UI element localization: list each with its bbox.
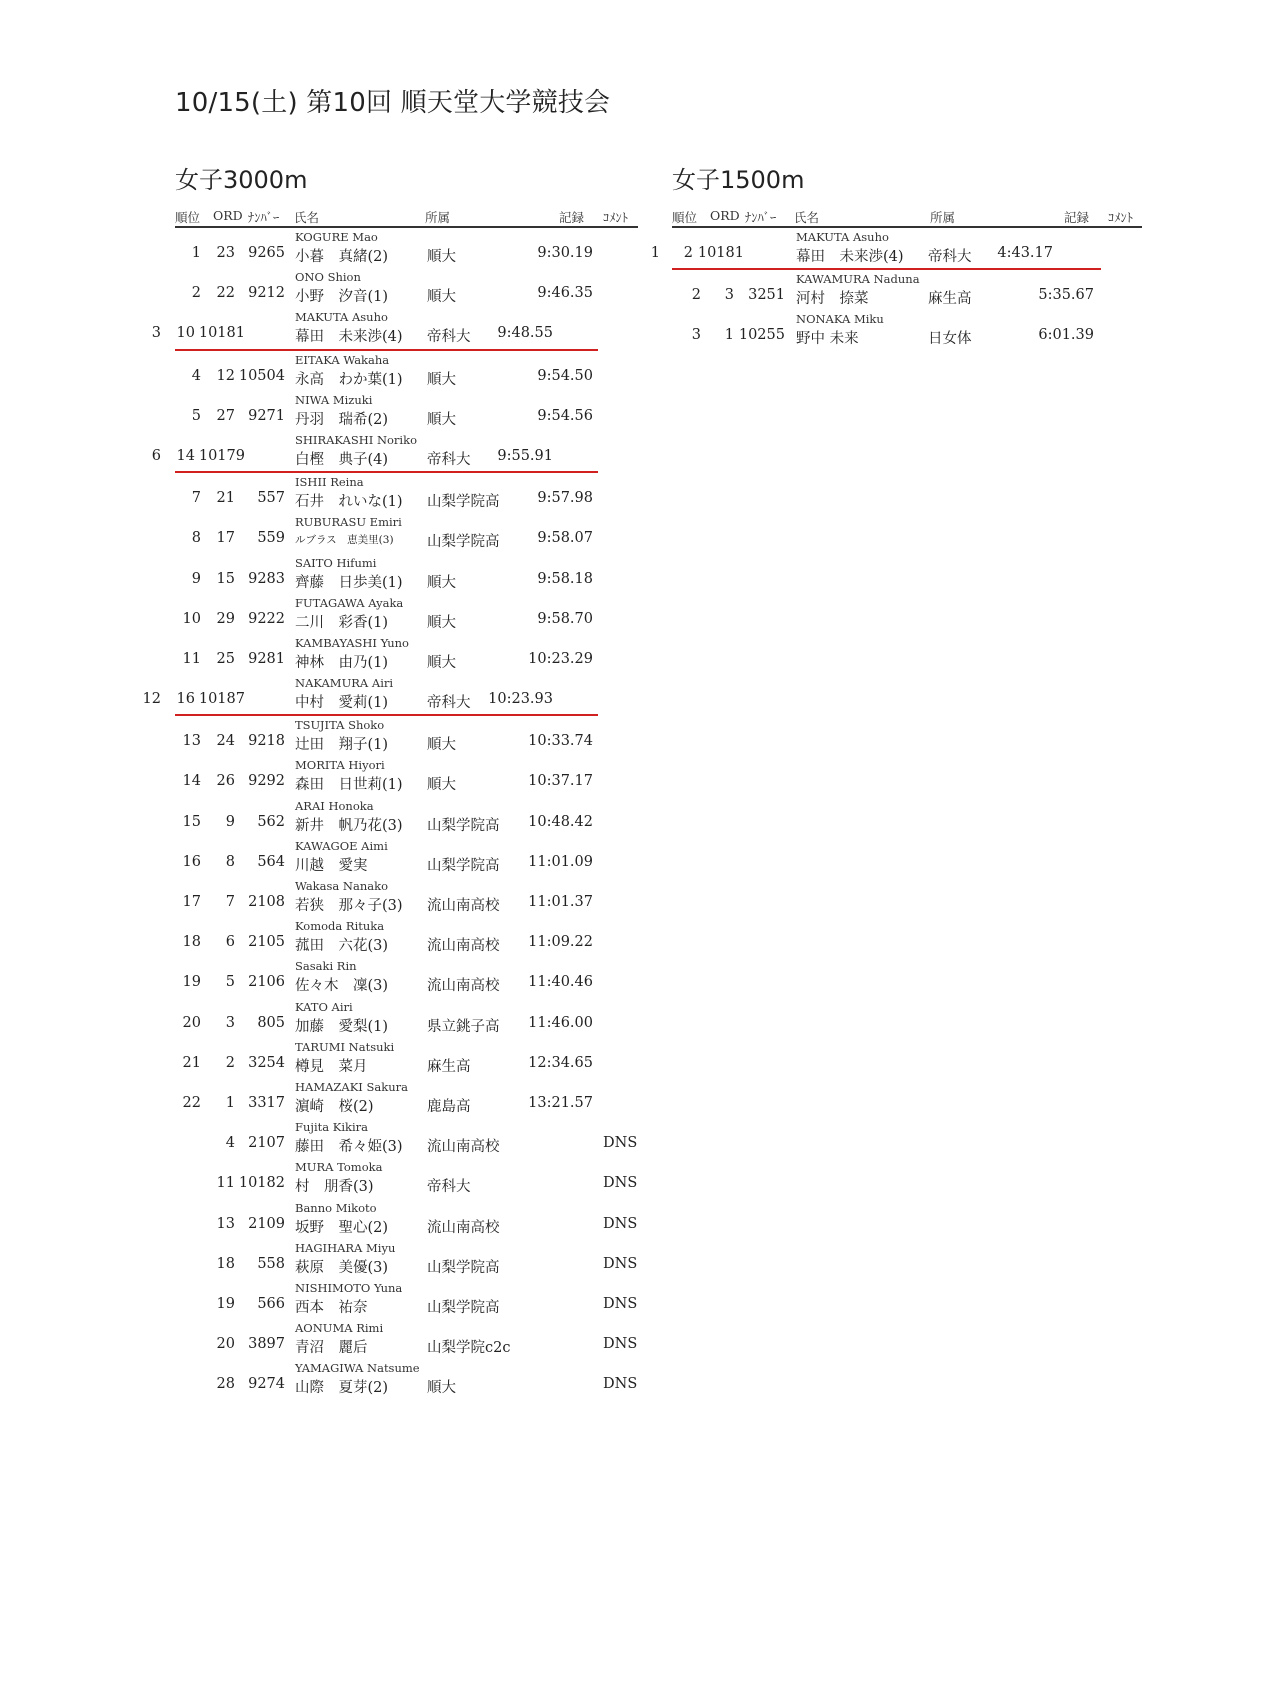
ord-cell: 14 bbox=[176, 447, 195, 464]
bib-number-cell: 566 bbox=[257, 1295, 285, 1312]
header-team: 所属 bbox=[425, 210, 451, 225]
bib-number-cell: 2109 bbox=[248, 1215, 285, 1232]
athlete-name: 藤田 希々姫(3) bbox=[295, 1139, 403, 1156]
rank-cell: 22 bbox=[182, 1094, 201, 1111]
header-name: 氏名 bbox=[794, 210, 820, 225]
record-cell: 9:54.56 bbox=[537, 407, 593, 424]
record-cell: 11:40.46 bbox=[528, 974, 593, 991]
header-record: 記録 bbox=[559, 210, 585, 225]
header-rank: 順位 bbox=[672, 210, 698, 225]
record-cell: 9:30.19 bbox=[537, 245, 593, 261]
record-cell: 9:48.55 bbox=[497, 325, 553, 342]
header-name: 氏名 bbox=[294, 210, 320, 225]
table-row bbox=[142, 674, 598, 716]
table-row bbox=[175, 1118, 638, 1158]
ord-cell: 5 bbox=[225, 974, 235, 991]
bib-number-cell: 9283 bbox=[248, 570, 285, 587]
record-cell: 13:21.57 bbox=[528, 1094, 593, 1111]
ord-cell: 24 bbox=[216, 733, 235, 750]
athlete-romaji: NIWA Mizuki bbox=[295, 392, 373, 407]
ord-cell: 11 bbox=[216, 1175, 235, 1192]
bib-number-cell: 3254 bbox=[248, 1054, 285, 1071]
table-row bbox=[175, 877, 638, 917]
rank-cell: 1 bbox=[650, 245, 660, 261]
athlete-romaji: ISHII Reina bbox=[295, 475, 364, 490]
athlete-romaji: Fujita Kikira bbox=[295, 1120, 369, 1135]
athlete-romaji: ARAI Honoka bbox=[295, 798, 374, 813]
ord-cell: 27 bbox=[216, 407, 235, 424]
record-cell: 9:58.70 bbox=[537, 610, 593, 627]
results-table-1500m bbox=[650, 208, 1142, 351]
athlete-name: 辻田 翔子(1) bbox=[295, 737, 389, 754]
team-cell: 順大 bbox=[427, 777, 456, 794]
team-cell: 麻生高 bbox=[427, 1058, 471, 1075]
ord-cell: 19 bbox=[216, 1295, 235, 1312]
table-row bbox=[175, 391, 638, 431]
athlete-name: 石井 れいな(1) bbox=[295, 494, 403, 511]
athlete-name: 萩原 美優(3) bbox=[295, 1259, 389, 1276]
table-row bbox=[175, 1199, 638, 1239]
table-row bbox=[151, 308, 598, 350]
team-cell: 帝科大 bbox=[427, 1179, 471, 1196]
athlete-romaji: TSUJITA Shoko bbox=[295, 718, 385, 733]
team-cell: 順大 bbox=[427, 737, 456, 754]
bib-number-cell: 10182 bbox=[238, 1175, 285, 1192]
bib-number-cell: 9212 bbox=[248, 285, 285, 302]
table-row bbox=[175, 228, 638, 268]
team-cell: 山梨学院高 bbox=[427, 857, 500, 874]
athlete-name: 永高 わか葉(1) bbox=[295, 371, 403, 388]
athlete-romaji: KAWAMURA Naduna bbox=[796, 272, 920, 287]
athlete-romaji: EITAKA Wakaha bbox=[295, 352, 390, 367]
header-comment: ｺﾒﾝﾄ bbox=[603, 210, 629, 225]
table-row bbox=[175, 1279, 638, 1319]
table-row bbox=[175, 917, 638, 957]
record-cell: 6:01.39 bbox=[1038, 327, 1094, 344]
comment-cell: DNS bbox=[603, 1135, 638, 1152]
rank-cell: 3 bbox=[691, 327, 701, 344]
bib-number-cell: 9218 bbox=[248, 733, 285, 750]
record-cell: 11:09.22 bbox=[528, 934, 593, 951]
ord-cell: 7 bbox=[225, 894, 235, 910]
athlete-name: 中村 愛莉(1) bbox=[295, 695, 389, 712]
athlete-romaji: AONUMA Rimi bbox=[295, 1321, 384, 1336]
rank-cell: 11 bbox=[182, 650, 201, 667]
athlete-romaji: FUTAGAWA Ayaka bbox=[295, 595, 404, 610]
ord-cell: 3 bbox=[724, 287, 734, 304]
team-cell: 山梨学院高 bbox=[427, 817, 500, 834]
record-cell: 9:46.35 bbox=[537, 285, 593, 302]
table-row bbox=[650, 228, 1101, 270]
rank-cell: 1 bbox=[191, 245, 201, 261]
table-header bbox=[175, 208, 638, 228]
bib-number-cell: 562 bbox=[257, 813, 285, 830]
ord-cell: 22 bbox=[216, 285, 235, 302]
bib-number-cell: 3251 bbox=[748, 287, 785, 304]
bib-number-cell: 2108 bbox=[248, 894, 285, 910]
table-row bbox=[175, 554, 638, 594]
ord-cell: 23 bbox=[216, 245, 235, 261]
header-comment: ｺﾒﾝﾄ bbox=[1108, 210, 1134, 225]
ord-cell: 18 bbox=[216, 1255, 235, 1272]
ord-cell: 10 bbox=[176, 325, 195, 342]
table-row bbox=[672, 270, 1142, 310]
comment-cell: DNS bbox=[603, 1215, 638, 1232]
bib-number-cell: 9281 bbox=[248, 650, 285, 667]
record-cell: 10:37.17 bbox=[528, 773, 593, 790]
comment-cell: DNS bbox=[603, 1255, 638, 1272]
table-row bbox=[175, 1359, 638, 1399]
header-ord: ORD bbox=[213, 208, 243, 223]
team-cell: 帝科大 bbox=[427, 451, 471, 468]
bib-number-cell: 9274 bbox=[248, 1376, 285, 1393]
athlete-romaji: KAMBAYASHI Yuno bbox=[295, 635, 409, 650]
athlete-romaji: KAWAGOE Aimi bbox=[295, 838, 388, 853]
table-row bbox=[175, 837, 638, 877]
record-cell: 11:01.37 bbox=[528, 894, 593, 910]
rank-cell: 19 bbox=[182, 974, 201, 991]
athlete-romaji: YAMAGIWA Natsume bbox=[295, 1361, 420, 1376]
table-row bbox=[175, 634, 638, 674]
team-cell: 山梨学院高 bbox=[427, 494, 500, 511]
table-row bbox=[151, 431, 598, 473]
ord-cell: 9 bbox=[225, 813, 235, 830]
record-cell: 11:01.09 bbox=[528, 853, 593, 870]
header-record: 記録 bbox=[1064, 210, 1090, 225]
team-cell: 流山南高校 bbox=[427, 978, 500, 995]
rank-cell: 15 bbox=[182, 813, 201, 830]
rank-cell: 21 bbox=[182, 1054, 201, 1071]
table-row bbox=[175, 1158, 638, 1198]
team-cell: 県立銚子高 bbox=[427, 1018, 500, 1035]
rank-cell: 3 bbox=[151, 325, 161, 342]
ord-cell: 26 bbox=[216, 773, 235, 790]
section-title-1500m: 女子1500m bbox=[672, 166, 805, 194]
athlete-name: 坂野 聖心(2) bbox=[295, 1219, 389, 1236]
athlete-romaji: NONAKA Miku bbox=[796, 312, 884, 327]
athlete-romaji: KATO Airi bbox=[295, 999, 353, 1014]
team-cell: 順大 bbox=[427, 614, 456, 631]
team-cell: 順大 bbox=[427, 289, 456, 306]
comment-cell: DNS bbox=[603, 1376, 638, 1393]
athlete-romaji: SHIRAKASHI Noriko bbox=[295, 432, 418, 447]
team-cell: 順大 bbox=[427, 1380, 456, 1397]
team-cell: 順大 bbox=[427, 371, 456, 388]
ord-cell: 8 bbox=[225, 853, 235, 870]
table-row bbox=[175, 1038, 638, 1078]
record-cell: 11:46.00 bbox=[528, 1014, 593, 1031]
bib-number-cell: 564 bbox=[257, 853, 285, 870]
results-table-3000m bbox=[142, 208, 638, 1399]
bib-number-cell: 9271 bbox=[248, 407, 285, 424]
athlete-name: 川越 愛実 bbox=[295, 857, 368, 874]
athlete-name: 齊藤 日歩美(1) bbox=[295, 574, 403, 591]
ord-cell: 25 bbox=[216, 650, 235, 667]
team-cell: 帝科大 bbox=[427, 329, 471, 346]
table-row bbox=[175, 1319, 638, 1359]
team-cell: 流山南高校 bbox=[427, 1219, 500, 1236]
header-ord: ORD bbox=[710, 208, 740, 223]
athlete-romaji: Komoda Rituka bbox=[295, 919, 385, 934]
athlete-romaji: MAKUTA Asuho bbox=[796, 230, 889, 244]
rank-cell: 2 bbox=[191, 285, 201, 302]
header-number: ﾅﾝﾊﾞｰ bbox=[248, 210, 280, 225]
table-row bbox=[175, 268, 638, 308]
rank-cell: 18 bbox=[182, 934, 201, 951]
record-cell: 10:23.29 bbox=[528, 650, 593, 667]
bib-number-cell: 2106 bbox=[248, 974, 285, 991]
comment-cell: DNS bbox=[603, 1175, 638, 1192]
athlete-name: 幕田 未来渉(4) bbox=[796, 249, 904, 265]
team-cell: 順大 bbox=[427, 411, 456, 428]
ord-cell: 1 bbox=[225, 1094, 235, 1111]
record-cell: 10:48.42 bbox=[528, 813, 593, 830]
ord-cell: 21 bbox=[216, 490, 235, 507]
table-header bbox=[672, 208, 1142, 228]
bib-number-cell: 2105 bbox=[248, 934, 285, 951]
table-row bbox=[175, 957, 638, 997]
athlete-romaji: MAKUTA Asuho bbox=[295, 310, 388, 325]
rank-cell: 2 bbox=[691, 287, 701, 304]
athlete-name: 村 朋香(3) bbox=[295, 1179, 374, 1196]
rank-cell: 4 bbox=[191, 367, 201, 384]
bib-number-cell: 10187 bbox=[198, 691, 245, 708]
athlete-romaji: HAGIHARA Miyu bbox=[295, 1240, 396, 1255]
athlete-name: 青沼 麗后 bbox=[295, 1340, 368, 1357]
bib-number-cell: 3317 bbox=[248, 1094, 285, 1111]
athlete-name: 濵崎 桜(2) bbox=[295, 1098, 374, 1115]
team-cell: 鹿島高 bbox=[427, 1098, 471, 1115]
record-cell: 9:58.18 bbox=[537, 570, 593, 587]
athlete-romaji: ONO Shion bbox=[295, 270, 361, 285]
athlete-romaji: MORITA Hiyori bbox=[295, 758, 385, 773]
athlete-name: 白樫 典子(4) bbox=[295, 451, 389, 468]
rank-cell: 6 bbox=[151, 447, 161, 464]
athlete-romaji: HAMAZAKI Sakura bbox=[295, 1079, 408, 1094]
rank-cell: 16 bbox=[182, 853, 201, 870]
ord-cell: 16 bbox=[176, 691, 195, 708]
team-cell: 山梨学院高 bbox=[427, 534, 500, 551]
athlete-name: 森田 日世莉(1) bbox=[295, 777, 403, 794]
ord-cell: 29 bbox=[216, 610, 235, 627]
ord-cell: 6 bbox=[225, 934, 235, 951]
athlete-name: 小野 汐音(1) bbox=[295, 289, 389, 306]
athlete-romaji: NAKAMURA Airi bbox=[295, 676, 394, 691]
athlete-name: 加藤 愛梨(1) bbox=[295, 1018, 389, 1035]
table-row bbox=[175, 594, 638, 634]
rank-cell: 5 bbox=[191, 407, 201, 424]
table-row bbox=[175, 1239, 638, 1279]
header-team: 所属 bbox=[930, 210, 956, 225]
athlete-name: 佐々木 凜(3) bbox=[295, 978, 389, 995]
team-cell: 帝科大 bbox=[427, 695, 471, 712]
ord-cell: 12 bbox=[216, 367, 235, 384]
ord-cell: 28 bbox=[216, 1376, 235, 1393]
ord-cell: 15 bbox=[216, 570, 235, 587]
header-number: ﾅﾝﾊﾞｰ bbox=[745, 210, 777, 225]
bib-number-cell: 10504 bbox=[238, 367, 285, 384]
athlete-name: 山際 夏芽(2) bbox=[295, 1380, 389, 1397]
ord-cell: 4 bbox=[225, 1135, 235, 1152]
athlete-name: ルブラス 恵美里(3) bbox=[295, 534, 394, 547]
athlete-romaji: SAITO Hifumi bbox=[295, 555, 377, 570]
record-cell: 9:54.50 bbox=[537, 367, 593, 384]
rank-cell: 14 bbox=[182, 773, 201, 790]
team-cell: 山梨学院高 bbox=[427, 1299, 500, 1316]
bib-number-cell: 10181 bbox=[198, 325, 245, 342]
ord-cell: 20 bbox=[216, 1336, 235, 1353]
athlete-name: 野中 未来 bbox=[796, 331, 859, 348]
rank-cell: 10 bbox=[182, 610, 201, 627]
record-cell: 9:55.91 bbox=[497, 447, 553, 464]
record-cell: 10:33.74 bbox=[528, 733, 593, 750]
record-cell: 9:57.98 bbox=[537, 490, 593, 507]
athlete-name: 菰田 六花(3) bbox=[295, 938, 389, 955]
athlete-name: 神林 由乃(1) bbox=[295, 654, 389, 671]
athlete-romaji: Sasaki Rin bbox=[295, 959, 357, 974]
table-row bbox=[175, 473, 638, 513]
rank-cell: 7 bbox=[191, 490, 201, 507]
team-cell: 流山南高校 bbox=[427, 898, 500, 914]
bib-number-cell: 557 bbox=[257, 490, 285, 507]
table-row bbox=[175, 1078, 638, 1118]
header-rank: 順位 bbox=[175, 210, 201, 225]
table-row bbox=[175, 513, 638, 553]
athlete-name: 若狭 那々子(3) bbox=[295, 898, 403, 914]
table-row bbox=[175, 797, 638, 837]
bib-number-cell: 10255 bbox=[738, 327, 785, 344]
rank-cell: 12 bbox=[142, 691, 161, 708]
athlete-romaji: TARUMI Natsuki bbox=[295, 1039, 395, 1054]
record-cell: 10:23.93 bbox=[488, 691, 553, 708]
bib-number-cell: 10179 bbox=[198, 447, 245, 464]
bib-number-cell: 805 bbox=[257, 1014, 285, 1031]
comment-cell: DNS bbox=[603, 1295, 638, 1312]
table-row bbox=[672, 310, 1142, 350]
table-body bbox=[650, 228, 1142, 351]
table-row bbox=[175, 998, 638, 1038]
athlete-romaji: Wakasa Nanako bbox=[295, 879, 388, 893]
athlete-romaji: KOGURE Mao bbox=[295, 230, 378, 244]
team-cell: 流山南高校 bbox=[427, 1139, 500, 1156]
rank-cell: 8 bbox=[191, 530, 201, 547]
bib-number-cell: 10181 bbox=[697, 245, 744, 261]
team-cell: 山梨学院c2c bbox=[427, 1340, 511, 1357]
ord-cell: 1 bbox=[724, 327, 734, 344]
bib-number-cell: 9292 bbox=[248, 773, 285, 790]
athlete-name: 二川 彩香(1) bbox=[295, 614, 389, 631]
record-cell: 9:58.07 bbox=[537, 530, 593, 547]
team-cell: 日女体 bbox=[928, 331, 972, 348]
bib-number-cell: 3897 bbox=[248, 1336, 285, 1353]
athlete-name: 丹羽 瑞希(2) bbox=[295, 411, 389, 428]
team-cell: 流山南高校 bbox=[427, 938, 500, 955]
athlete-name: 西本 祐奈 bbox=[295, 1299, 368, 1316]
rank-cell: 17 bbox=[182, 894, 201, 910]
athlete-romaji: RUBURASU Emiri bbox=[295, 515, 402, 530]
rank-cell: 9 bbox=[191, 570, 201, 587]
athlete-name: 河村 捺菜 bbox=[796, 291, 869, 308]
table-row bbox=[175, 716, 638, 756]
team-cell: 山梨学院高 bbox=[427, 1259, 500, 1276]
team-cell: 順大 bbox=[427, 249, 456, 265]
record-cell: 4:43.17 bbox=[997, 245, 1053, 261]
record-cell: 12:34.65 bbox=[528, 1054, 593, 1071]
team-cell: 順大 bbox=[427, 654, 456, 671]
bib-number-cell: 559 bbox=[257, 530, 285, 547]
team-cell: 麻生高 bbox=[928, 291, 972, 308]
athlete-romaji: MURA Tomoka bbox=[295, 1160, 383, 1175]
bib-number-cell: 2107 bbox=[248, 1135, 285, 1152]
athlete-romaji: NISHIMOTO Yuna bbox=[295, 1280, 403, 1295]
bib-number-cell: 558 bbox=[257, 1255, 285, 1272]
athlete-romaji: Banno Mikoto bbox=[295, 1200, 377, 1215]
ord-cell: 3 bbox=[225, 1014, 235, 1031]
team-cell: 順大 bbox=[427, 574, 456, 591]
ord-cell: 13 bbox=[216, 1215, 235, 1232]
athlete-name: 小暮 真緒(2) bbox=[295, 249, 389, 265]
bib-number-cell: 9222 bbox=[248, 610, 285, 627]
section-title-3000m: 女子3000m bbox=[175, 166, 308, 194]
comment-cell: DNS bbox=[603, 1336, 638, 1353]
table-row bbox=[175, 351, 638, 391]
table-body bbox=[142, 228, 638, 1399]
ord-cell: 17 bbox=[216, 530, 235, 547]
athlete-name: 幕田 未来渉(4) bbox=[295, 329, 403, 346]
rank-cell: 20 bbox=[182, 1014, 201, 1031]
ord-cell: 2 bbox=[683, 245, 693, 261]
bib-number-cell: 9265 bbox=[248, 245, 285, 261]
record-cell: 5:35.67 bbox=[1038, 287, 1094, 304]
athlete-name: 樽見 菜月 bbox=[295, 1058, 368, 1075]
table-row bbox=[175, 756, 638, 796]
ord-cell: 2 bbox=[225, 1054, 235, 1071]
athlete-name: 新井 帆乃花(3) bbox=[295, 817, 403, 834]
page-title: 10/15(土) 第10回 順天堂大学競技会 bbox=[175, 88, 611, 118]
team-cell: 帝科大 bbox=[928, 249, 972, 265]
rank-cell: 13 bbox=[182, 733, 201, 750]
